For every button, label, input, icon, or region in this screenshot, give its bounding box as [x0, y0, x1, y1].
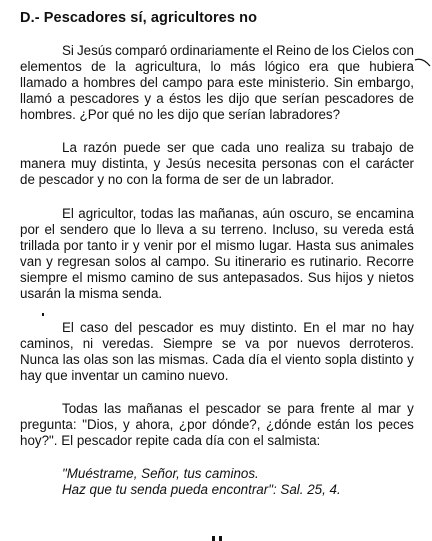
paragraph-line: llamó a pescadores y a éstos les dijo que serían pescadores de [20, 91, 414, 106]
paragraph-line: caminos, ni veredas. Siempre se va por nuevos derroteros. [20, 336, 414, 351]
quote-line: Haz que tu senda pueda encontrar": Sal. 25, 4. [62, 482, 341, 497]
paragraph-line: La razón puede ser que cada uno realiza su trabajo de [62, 140, 414, 155]
paragraph-line: Si Jesús comparó ordinariamente el Reino de los Cielos con [62, 43, 414, 58]
paragraph-line: usarán la misma senda. [20, 286, 163, 301]
paragraph-line: llamado a hombres del campo para este ministerio. Sin embargo, [20, 75, 414, 90]
paragraph-line: El caso del pescador es muy distinto. En el mar no hay [62, 320, 414, 335]
paragraph-line: hoy?". El pescador repite cada día con el salmista: [20, 433, 321, 448]
paragraph-line: trillada por tanto ir y venir por el mismo lugar. Hasta sus animales [20, 238, 414, 253]
paragraph-line: Nunca las olas son las mismas. Cada día el viento sopla distinto y [20, 352, 414, 367]
paragraph-line: pregunta: "Dios, y ahora, ¿por dónde?, ¿dónde están los peces [20, 417, 414, 432]
paragraph-line: por el sendero que lo lleva a su terreno. Incluso, su vereda está [20, 222, 414, 237]
section-heading: D.- Pescadores sí, agricultores no [20, 10, 258, 26]
paragraph-line: de pescador y no con la forma de ser de un labrador. [20, 172, 335, 187]
paragraph-line: manera muy distinta, y Jesús necesita personas con el carácter [20, 156, 414, 171]
paragraph-line: Todas las mañanas el pescador se para frente al mar y [62, 401, 414, 416]
scan-speck-icon [42, 313, 44, 316]
scan-mark-icon [414, 52, 432, 72]
paragraph-line: elementos de la agricultura, lo más lógico era que hubiera [20, 59, 414, 74]
paragraph-line: siempre el mismo camino de sus antepasados. Sus hijos y nietos [20, 270, 414, 285]
quote-line: "Muéstrame, Señor, tus caminos. [62, 466, 259, 481]
paragraph-line: hay que inventar un camino nuevo. [20, 368, 229, 383]
paragraph-line: El agricultor, todas las mañanas, aún oscuro, se encamina [62, 206, 414, 221]
page-number-mark-icon [206, 532, 230, 541]
paragraph-line: hombres. ¿Por qué no les dijo que serían labradores? [20, 107, 341, 122]
paragraph-line: van y regresan solos al campo. Su itinerario es rutinario. Recorre [20, 254, 414, 269]
